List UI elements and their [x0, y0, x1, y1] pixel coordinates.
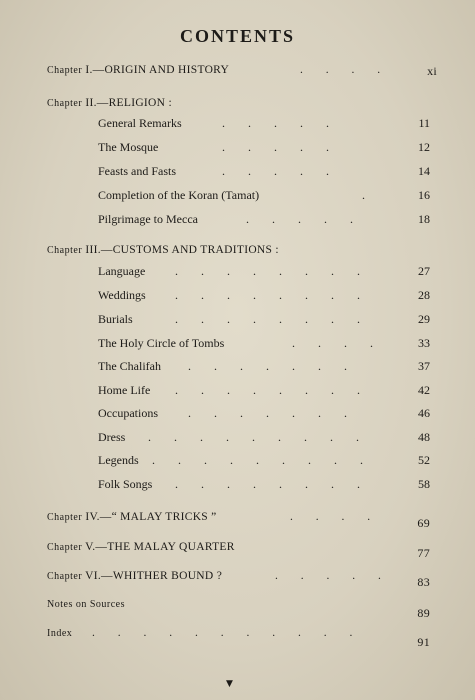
page-number: 89 — [417, 606, 430, 620]
page-number: 33 — [418, 336, 430, 350]
page-number: 14 — [418, 164, 430, 178]
entry-title: Home Life — [98, 383, 151, 397]
toc-chapter-2[interactable] — [0, 97, 475, 117]
page-number: 27 — [418, 264, 430, 278]
entry-title: The Chalifah — [98, 359, 161, 373]
chapter-title: III.—CUSTOMS AND TRADITIONS : — [85, 244, 279, 256]
toc-entry[interactable] — [0, 336, 475, 356]
toc-entry[interactable] — [0, 188, 475, 208]
toc-entry[interactable] — [0, 164, 475, 184]
chapter-label: Chapter — [47, 245, 83, 256]
entry-title: Pilgrimage to Mecca — [98, 212, 198, 226]
leader-dots: . . . . . . . . — [175, 288, 370, 302]
page-number: 83 — [417, 575, 430, 589]
entry-title: Feasts and Fasts — [98, 164, 176, 178]
page-number: 42 — [418, 383, 430, 397]
chapter-title: I.—ORIGIN AND HISTORY — [85, 64, 230, 76]
leader-dots: . . . . . . . . — [175, 312, 370, 326]
toc-chapter-3[interactable] — [0, 244, 475, 264]
page-number: 52 — [418, 453, 430, 467]
leader-dots: . . . . . . . . — [175, 477, 370, 491]
leader-dots: . . . . . . . . . . . — [92, 627, 363, 639]
leader-dots: . . . . . . . . — [175, 264, 370, 278]
chapter-title: V.—THE MALAY QUARTER — [85, 541, 235, 553]
entry-title: The Holy Circle of Tombs — [98, 336, 225, 350]
leader-dots: . . . . . — [275, 570, 391, 582]
entry-title: Dress — [98, 430, 126, 444]
leader-dots: . . . . . . . — [188, 359, 357, 373]
toc-entry[interactable] — [0, 312, 475, 332]
entry-title: Occupations — [98, 406, 158, 420]
toc-entry[interactable] — [0, 264, 475, 284]
toc-chapter-1[interactable] — [0, 64, 475, 84]
leader-dots: . . . . . — [222, 116, 339, 130]
page-number: 91 — [417, 635, 430, 649]
chapter-label: Chapter — [47, 98, 83, 109]
leader-dots: . . . . . — [222, 140, 339, 154]
page-number: 77 — [417, 546, 430, 560]
chapter-title: II.—RELIGION : — [85, 97, 172, 109]
toc-notes[interactable] — [0, 598, 475, 618]
entry-title: Notes on Sources — [47, 599, 125, 610]
page-number: 11 — [418, 116, 430, 130]
toc-entry[interactable] — [0, 453, 475, 473]
chapter-label: Chapter — [47, 65, 83, 76]
entry-title: Index — [47, 628, 73, 639]
entry-title: Folk Songs — [98, 477, 153, 491]
leader-dots: . . . . . — [222, 164, 339, 178]
footer-mark: ▼ — [226, 679, 233, 689]
entry-title: Language — [98, 264, 146, 278]
toc-entry[interactable] — [0, 406, 475, 426]
toc-chapter-6[interactable] — [0, 570, 475, 590]
page-number: 16 — [418, 188, 430, 202]
entry-title: Completion of the Koran (Tamat) — [98, 188, 260, 202]
entry-title: The Mosque — [98, 140, 159, 154]
toc-index[interactable] — [0, 627, 475, 647]
page-number: 18 — [418, 212, 430, 226]
page-number: 29 — [418, 312, 430, 326]
toc-entry[interactable] — [0, 140, 475, 160]
toc-entry[interactable] — [0, 359, 475, 379]
entry-title: Legends — [98, 453, 139, 467]
entry-title: Weddings — [98, 288, 146, 302]
chapter-title: IV.—“ MALAY TRICKS ” — [85, 511, 217, 523]
leader-dots: . . . . — [290, 511, 381, 523]
leader-dots: . . . . — [300, 64, 391, 76]
chapter-label: Chapter — [47, 571, 83, 582]
toc-entry[interactable] — [0, 477, 475, 497]
toc-chapter-5[interactable] — [0, 541, 475, 561]
page-number: 37 — [418, 359, 430, 373]
page-number: 46 — [418, 406, 430, 420]
toc-entry[interactable] — [0, 288, 475, 308]
page-number: 28 — [418, 288, 430, 302]
toc-chapter-4[interactable] — [0, 511, 475, 531]
leader-dots: . . . . . . . . . — [148, 430, 369, 444]
page-number: 12 — [418, 140, 430, 154]
leader-dots: . . . . . . . . — [175, 383, 370, 397]
leader-dots: . . . . — [292, 336, 383, 350]
entry-title: General Remarks — [98, 116, 182, 130]
chapter-label: Chapter — [47, 512, 83, 523]
leader-dots: . — [362, 188, 375, 202]
toc-entry[interactable] — [0, 383, 475, 403]
chapter-title: VI.—WHITHER BOUND ? — [85, 570, 223, 582]
toc-entry[interactable] — [0, 116, 475, 136]
leader-dots: . . . . . — [246, 212, 363, 226]
chapter-label: Chapter — [47, 542, 83, 553]
page-number: 69 — [417, 516, 430, 530]
toc-entry[interactable] — [0, 212, 475, 232]
page-number: 58 — [418, 477, 430, 491]
page-number: xi — [427, 64, 437, 78]
leader-dots: . . . . . . . . . — [152, 453, 373, 467]
entry-title: Burials — [98, 312, 133, 326]
page-title: CONTENTS — [179, 26, 296, 46]
page-number: 48 — [418, 430, 430, 444]
toc-entry[interactable] — [0, 430, 475, 450]
leader-dots: . . . . . . . — [188, 406, 357, 420]
